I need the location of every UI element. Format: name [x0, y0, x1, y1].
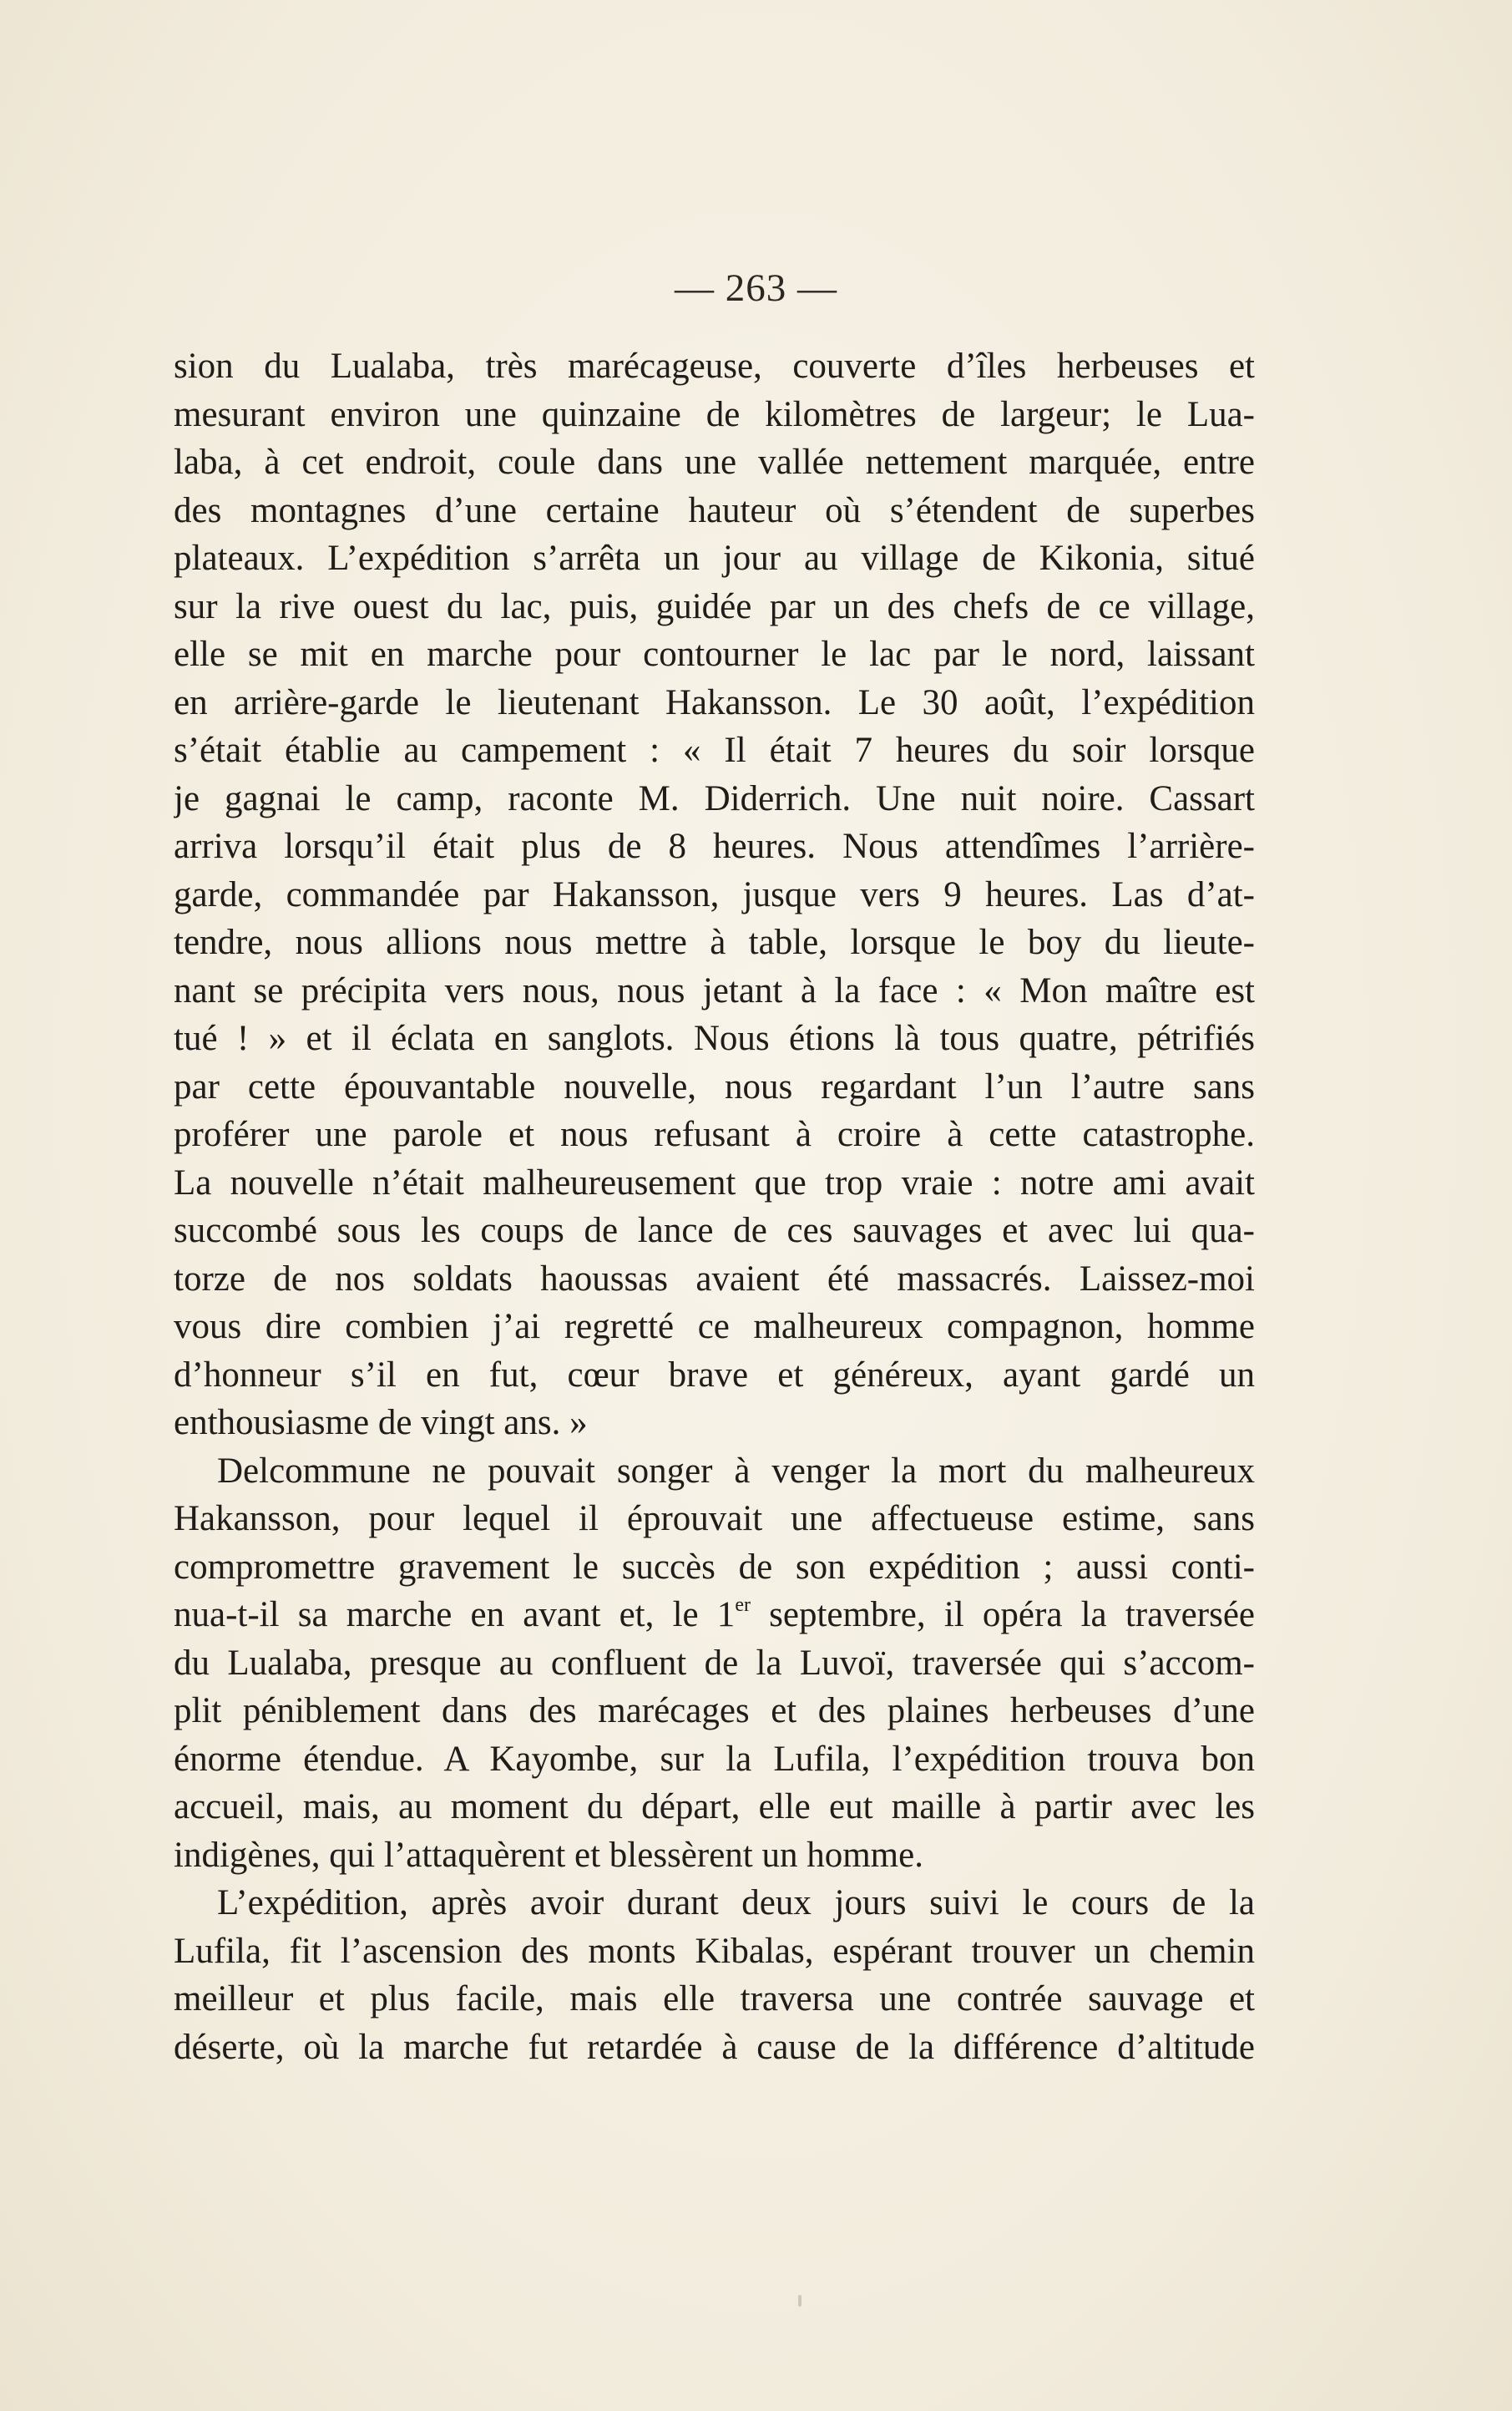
text-line: plit péniblement dans des marécages et des plaines herbeuses d’une [174, 1691, 1255, 1730]
paper-speck [798, 2295, 802, 2307]
text-line: sur la rive ouest du lac, puis, guidée par un des chefs de ce village, [174, 586, 1255, 626]
text-line: par cette épouvantable nouvelle, nous regardant l’un l’autre sans [174, 1066, 1255, 1107]
text-line: elle se mit en marche pour contourner le lac par le nord, laissant [174, 635, 1255, 674]
text-line: nant se précipita vers nous, nous jetant à la face : « Mon maître est [174, 970, 1255, 1010]
text-line: Lufila, fit l’ascension des monts Kibalas, espérant trouver un chemin [174, 1931, 1255, 1971]
text-line: succombé sous les coups de lance de ces sauvages et avec lui qua- [174, 1211, 1255, 1250]
text-line: indigènes, qui l’attaquèrent et blessèrent un homme. [174, 1835, 923, 1875]
paragraph-3 [174, 1879, 1255, 2071]
paragraph-1 [174, 342, 1255, 1447]
superscript: er [735, 1594, 751, 1616]
text-line-with-superscript [174, 1591, 1255, 1639]
text-line: sion du Lualaba, très marécageuse, couverte d’îles herbeuses et [174, 347, 1255, 386]
text-segment: septembre, il opéra la traversée [750, 1595, 1255, 1634]
text-line: La nouvelle n’était malheureusement que trop vraie : notre ami avait [174, 1162, 1255, 1203]
text-line: plateaux. L’expédition s’arrêta un jour au village de Kikonia, situé [174, 539, 1255, 578]
paragraph-2 [174, 1447, 1255, 1880]
text-line: Hakansson, pour lequel il éprouvait une affectueuse estime, sans [174, 1499, 1255, 1538]
text-line: garde, commandée par Hakansson, jusque vers 9 heures. Las d’at- [174, 874, 1255, 914]
text-line: déserte, où la marche fut retardée à cause de la différence d’altitude [174, 2027, 1255, 2067]
text-line: accueil, mais, au moment du départ, elle eut maille à partir avec les [174, 1787, 1255, 1826]
text-line: proférer une parole et nous refusant à croire à cette catastrophe. [174, 1115, 1255, 1154]
text-line: torze de nos soldats haoussas avaient été massacrés. Laissez-moi [174, 1259, 1255, 1299]
text-line: tué ! » et il éclata en sanglots. Nous étions là tous quatre, pétrifiés [174, 1019, 1255, 1058]
text-segment: nua-t-il sa marche en avant et, le 1 [174, 1595, 736, 1634]
text-line: enthousiasme de vingt ans. » [174, 1403, 588, 1442]
text-line: Delcommune ne pouvait songer à venger la mort du malheureux [217, 1451, 1255, 1491]
text-line: meilleur et plus facile, mais elle traversa une contrée sauvage et [174, 1979, 1255, 2018]
text-line: L’expédition, après avoir durant deux jours suivi le cours de la [217, 1883, 1255, 1922]
body-text [174, 342, 1255, 2071]
text-line: laba, à cet endroit, coule dans une vallée nettement marquée, entre [174, 443, 1255, 482]
text-line: tendre, nous allions nous mettre à table, lorsque le boy du lieute- [174, 923, 1255, 962]
text-line: compromettre gravement le succès de son expédition ; aussi conti- [174, 1547, 1255, 1587]
page-number: — 263 — [675, 266, 837, 310]
text-line: mesurant environ une quinzaine de kilomètres de largeur; le Lua- [174, 394, 1255, 434]
text-line: s’était établie au campement : « Il était 7 heures du soir lorsque [174, 731, 1255, 770]
text-line: énorme étendue. A Kayombe, sur la Lufila, l’expédition trouva bon [174, 1739, 1255, 1779]
text-line: en arrière-garde le lieutenant Hakansson. Le 30 août, l’expédition [174, 682, 1255, 722]
text-line: je gagnai le camp, raconte M. Diderrich. Une nuit noire. Cassart [174, 778, 1255, 818]
text-line: vous dire combien j’ai regretté ce malheureux compagnon, homme [174, 1307, 1255, 1346]
text-line: des montagnes d’une certaine hauteur où s’étendent de superbes [174, 490, 1255, 530]
text-line: du Lualaba, presque au confluent de la Luvoï, traversée qui s’accom- [174, 1643, 1255, 1683]
text-line: d’honneur s’il en fut, cœur brave et généreux, ayant gardé un [174, 1355, 1255, 1395]
text-line: arriva lorsqu’il était plus de 8 heures. Nous attendîmes l’arrière- [174, 827, 1255, 866]
